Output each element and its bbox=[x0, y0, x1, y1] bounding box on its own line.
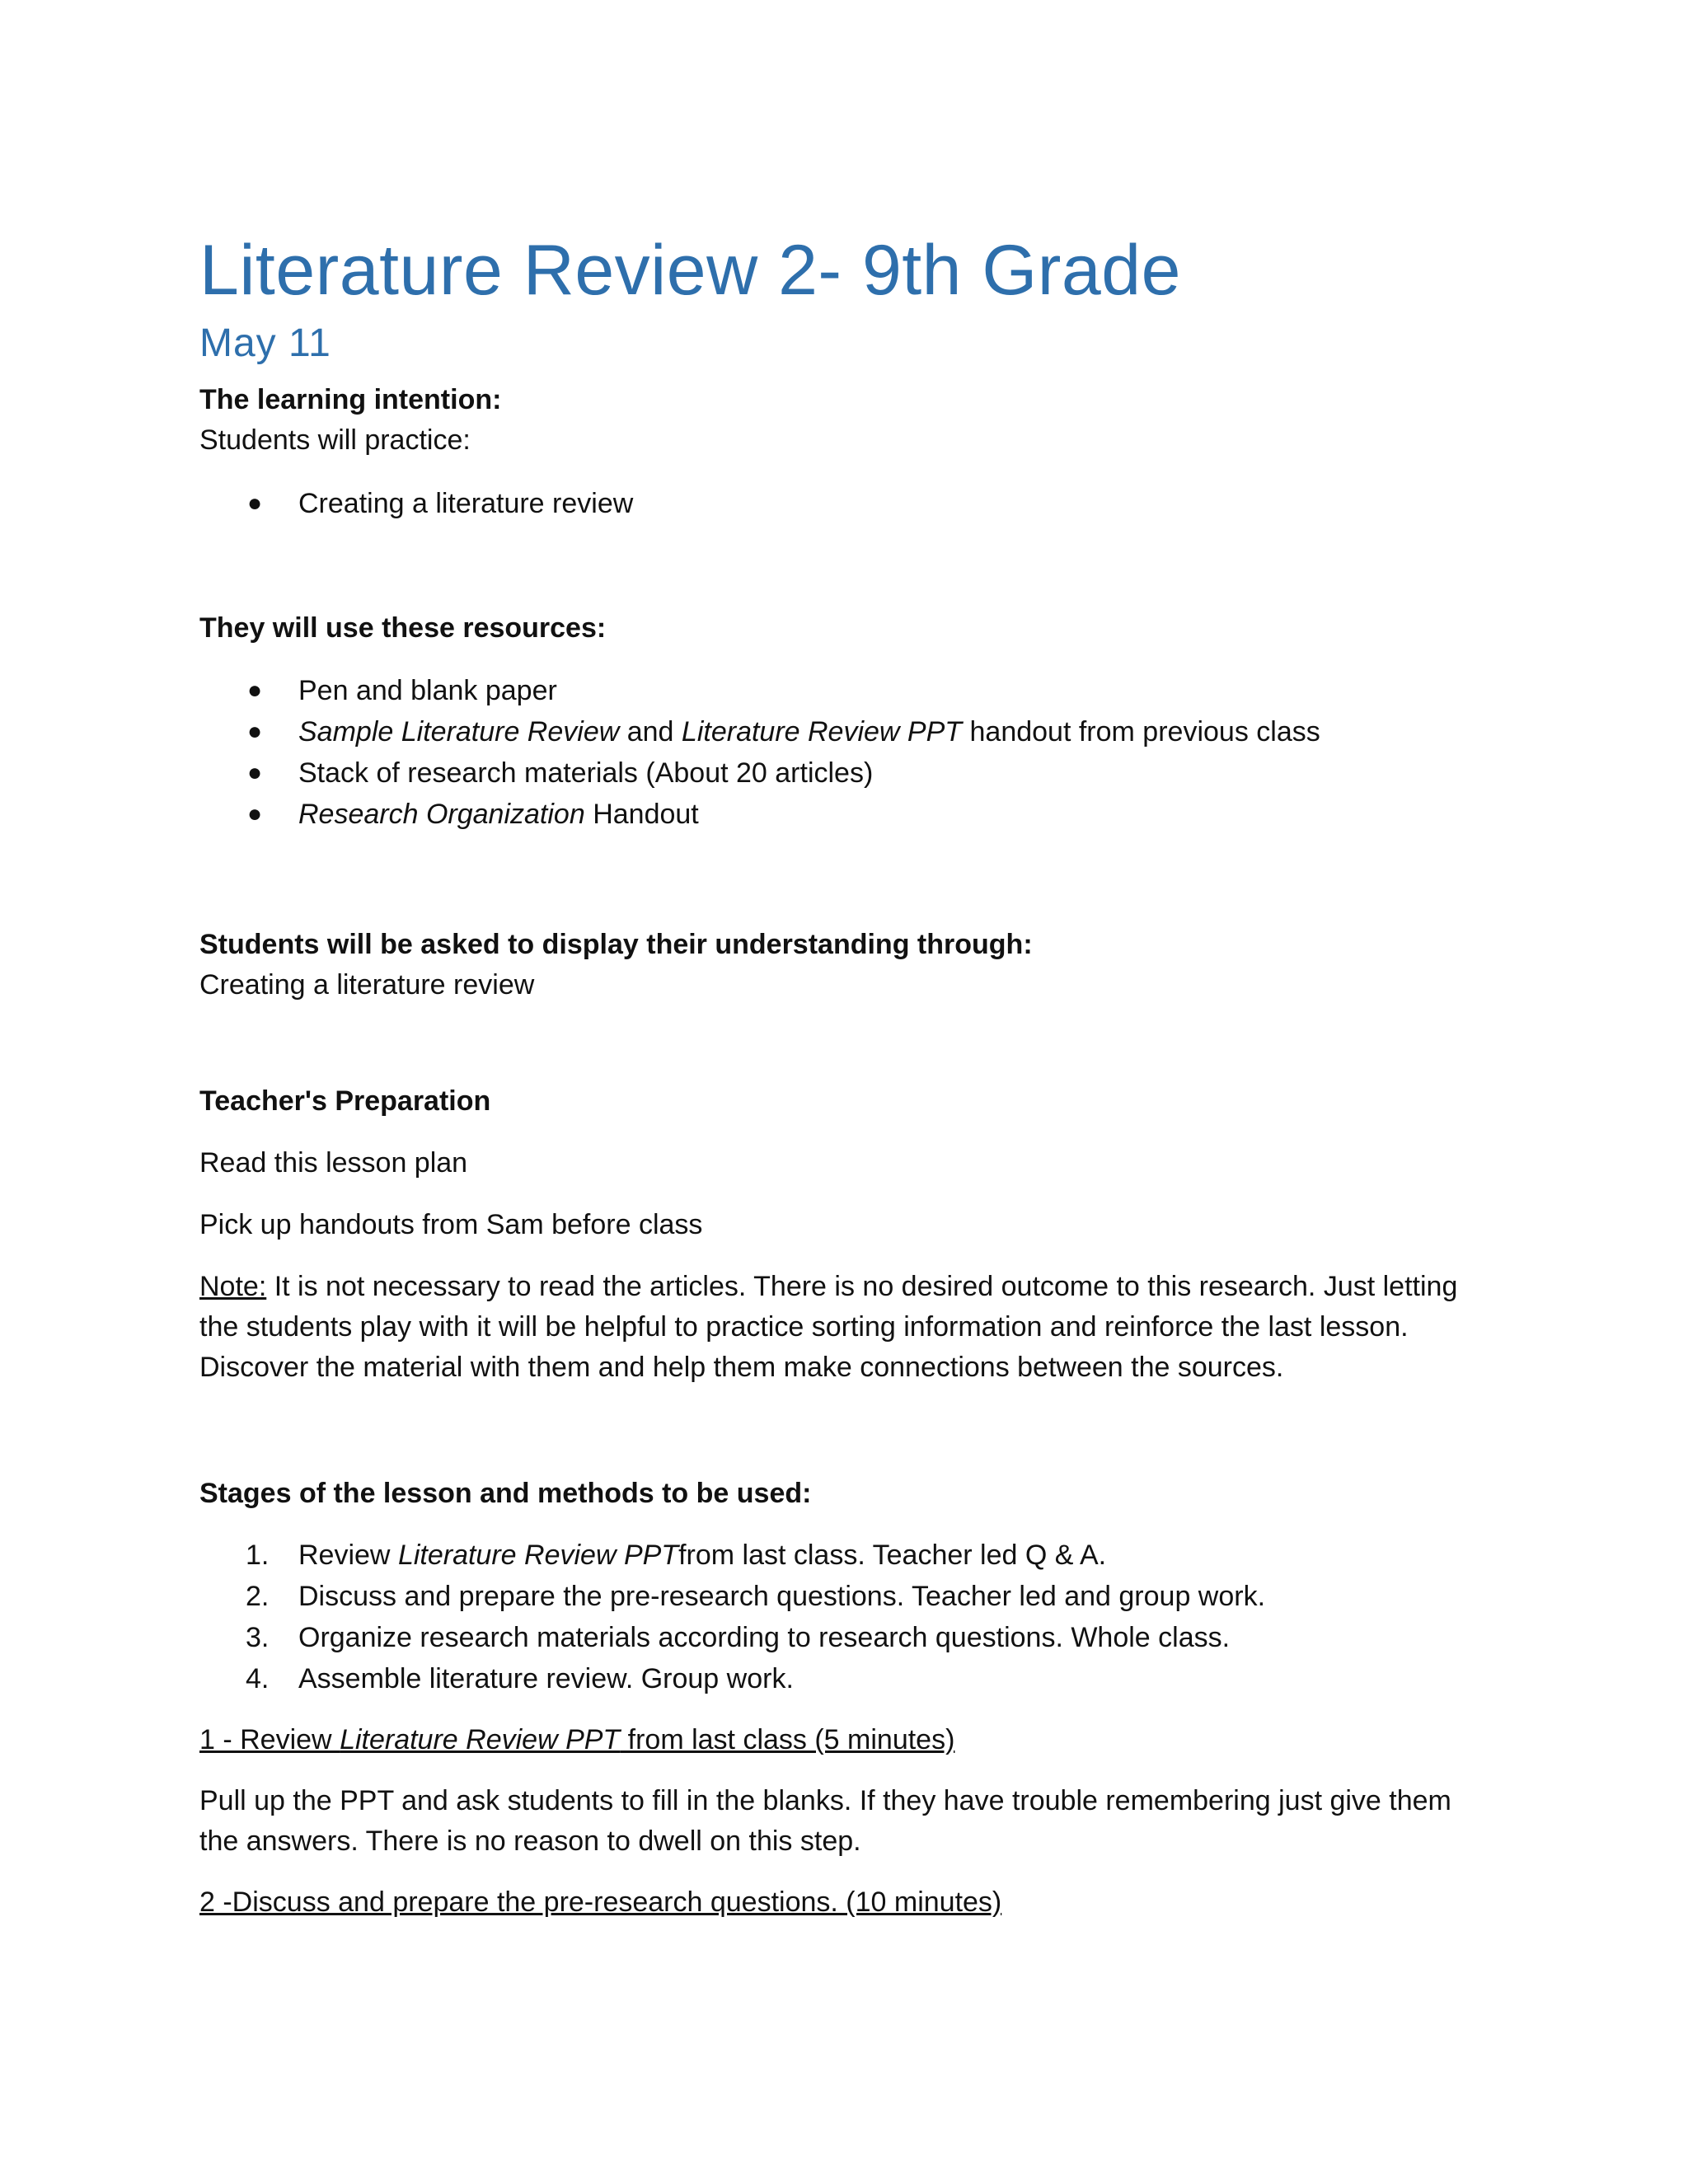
learning-intention-intro: Students will practice: bbox=[199, 424, 471, 456]
list-item-text: and bbox=[619, 716, 682, 748]
list-item-text: Review bbox=[298, 1540, 398, 1571]
list-item-text: Creating a literature review bbox=[298, 488, 634, 519]
step-number: 3. bbox=[246, 1622, 270, 1653]
bullet-icon: ● bbox=[247, 759, 263, 786]
list-item-text: Organize research materials according to research questions. Whole class. bbox=[298, 1622, 1231, 1653]
bullet-icon: ● bbox=[247, 490, 263, 517]
list-item bbox=[199, 1658, 1485, 1699]
learning-intention-section bbox=[199, 380, 1485, 524]
bullet-icon: ● bbox=[247, 677, 263, 704]
understanding-text: Creating a literature review bbox=[199, 969, 535, 1001]
list-item-text: handout from previous class bbox=[962, 716, 1320, 748]
preparation-heading: Teacher's Preparation bbox=[199, 1085, 491, 1117]
preparation-line: Read this lesson plan bbox=[199, 1147, 468, 1179]
document-page bbox=[199, 231, 1485, 1923]
note-text: It is not necessary to read the articles. There is no desired outcome to this research. Just letting the students play with it will be helpful to practice sorting information and reinforce the last lesson. Discover the material with them and help them make connections between the sources. bbox=[199, 1271, 1458, 1383]
list-item-text: Assemble literature review. Group work. bbox=[298, 1663, 794, 1694]
stages-section bbox=[199, 1474, 1485, 1923]
list-item-text: Pen and blank paper bbox=[298, 675, 557, 706]
step-number: 4. bbox=[246, 1663, 270, 1694]
preparation-section bbox=[199, 1081, 1485, 1388]
resources-section bbox=[199, 608, 1485, 835]
document-title: Literature Review 2- 9th Grade bbox=[199, 231, 1181, 310]
list-item-text: from last class. Teacher led Q & A. bbox=[678, 1540, 1107, 1571]
list-item bbox=[199, 1576, 1485, 1617]
list-item bbox=[199, 483, 1485, 524]
stage-1-body: Pull up the PPT and ask students to fill in the blanks. If they have trouble remembering just give them the answers. There is no reason to dwell on this step. bbox=[199, 1785, 1451, 1857]
stage-2-title: 2 -Discuss and prepare the pre-research questions. (10 minutes) bbox=[199, 1886, 1002, 1918]
list-item bbox=[199, 752, 1485, 794]
list-item bbox=[199, 711, 1485, 752]
learning-intention-list bbox=[199, 483, 1485, 524]
stage-1-title-text: from last class (5 minutes) bbox=[620, 1724, 955, 1755]
handout-title: Literature Review PPT bbox=[397, 1540, 679, 1571]
list-item bbox=[199, 1535, 1485, 1576]
step-number: 1. bbox=[246, 1540, 270, 1571]
understanding-heading: Students will be asked to display their understanding through: bbox=[199, 929, 1033, 960]
stages-list bbox=[199, 1535, 1485, 1699]
stage-1-title-handout: Literature Review PPT bbox=[340, 1724, 621, 1755]
resources-list bbox=[199, 670, 1485, 835]
list-item-text: Handout bbox=[584, 799, 699, 830]
handout-title: Sample Literature Review bbox=[298, 716, 620, 748]
note-label: Note: bbox=[199, 1271, 267, 1302]
list-item bbox=[199, 1617, 1485, 1658]
stages-heading: Stages of the lesson and methods to be used: bbox=[199, 1478, 812, 1509]
step-number: 2. bbox=[246, 1581, 270, 1612]
list-item bbox=[199, 794, 1485, 835]
stage-1-title bbox=[199, 1720, 1485, 1760]
list-item-text: Discuss and prepare the pre-research questions. Teacher led and group work. bbox=[298, 1581, 1266, 1612]
bullet-icon: ● bbox=[247, 800, 263, 827]
handout-title: Research Organization bbox=[298, 799, 585, 830]
learning-intention-heading: The learning intention: bbox=[199, 384, 502, 415]
stage-1-title-text: 1 - Review bbox=[199, 1724, 340, 1755]
bullet-icon: ● bbox=[247, 718, 263, 745]
preparation-line: Pick up handouts from Sam before class bbox=[199, 1209, 703, 1240]
list-item bbox=[199, 670, 1485, 711]
preparation-note bbox=[199, 1267, 1485, 1388]
understanding-section bbox=[199, 925, 1485, 1005]
handout-title: Literature Review PPT bbox=[681, 716, 963, 748]
resources-heading: They will use these resources: bbox=[199, 612, 607, 644]
list-item-text: Stack of research materials (About 20 articles) bbox=[298, 757, 874, 789]
document-date: May 11 bbox=[199, 321, 331, 365]
